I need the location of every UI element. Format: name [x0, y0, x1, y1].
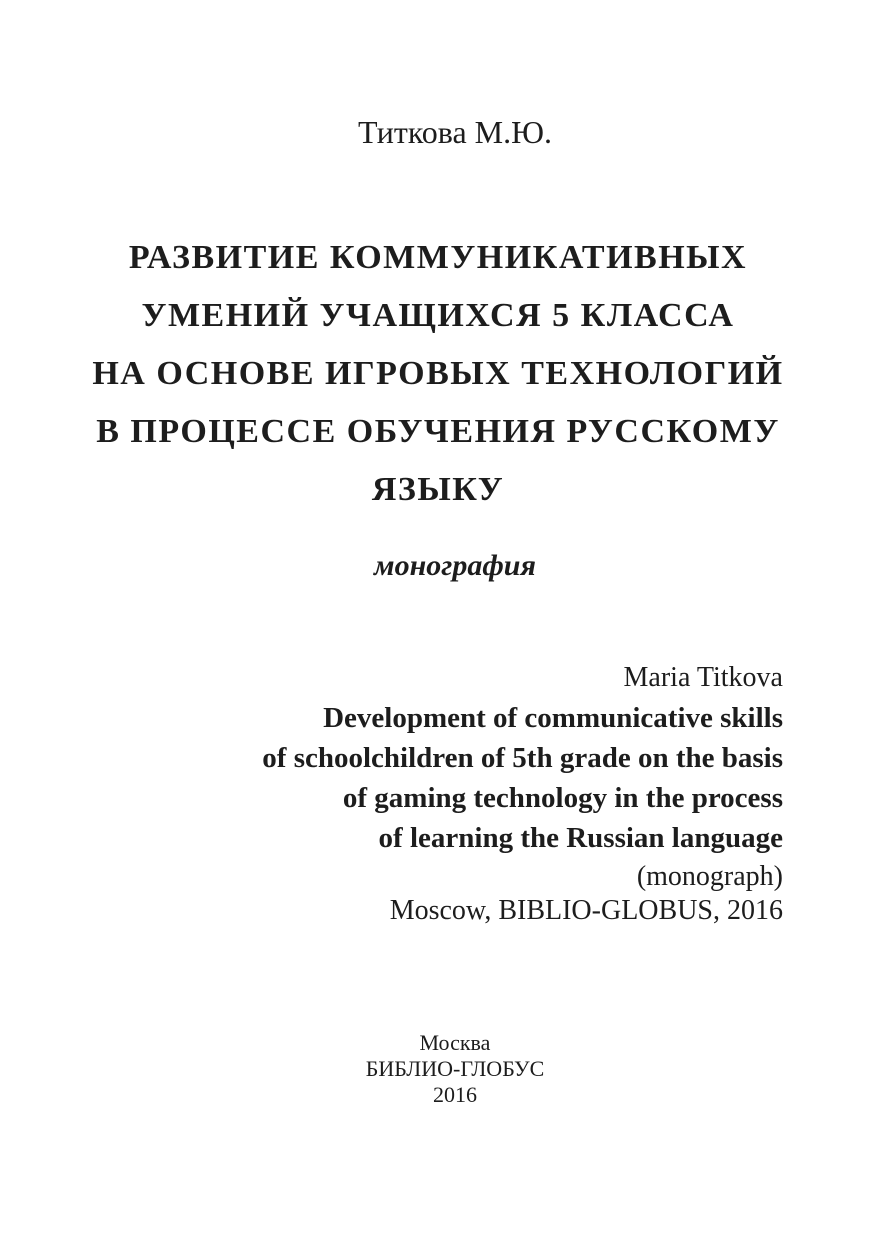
title-line: РАЗВИТИЕ КОММУНИКАТИВНЫХ: [128, 239, 748, 276]
author-name-russian: Титкова М.Ю.: [357, 114, 552, 150]
imprint-russian: [127, 1030, 783, 1108]
imprint-city: Москва: [419, 1030, 491, 1055]
imprint-publisher: БИБЛИО-ГЛОБУС: [365, 1056, 545, 1081]
title-line: В ПРОЦЕССЕ ОБУЧЕНИЯ РУССКОМУ: [96, 413, 780, 450]
title-line: УМЕНИЙ УЧАЩИХСЯ 5 КЛАССА: [141, 297, 735, 334]
english-translation-block: [93, 658, 783, 926]
author-name-english: Maria Titkova: [623, 662, 783, 693]
main-title-russian: [40, 229, 836, 519]
english-title-line: of learning the Russian language: [378, 822, 783, 854]
english-title-line: of schoolchildren of 5th grade on the basis: [262, 742, 783, 774]
english-title-line: Development of communicative skills: [323, 702, 783, 734]
title-line: НА ОСНОВЕ ИГРОВЫХ ТЕХНОЛОГИЙ: [92, 355, 784, 392]
subtitle-monograph-russian: монография: [374, 549, 536, 582]
title-line: ЯЗЫКУ: [371, 471, 505, 508]
imprint-year: 2016: [433, 1082, 477, 1107]
imprint-english: Moscow, BIBLIO-GLOBUS, 2016: [389, 895, 783, 926]
english-title-line: of gaming technology in the process: [342, 782, 783, 814]
subtitle-monograph-english: (monograph): [636, 861, 783, 892]
